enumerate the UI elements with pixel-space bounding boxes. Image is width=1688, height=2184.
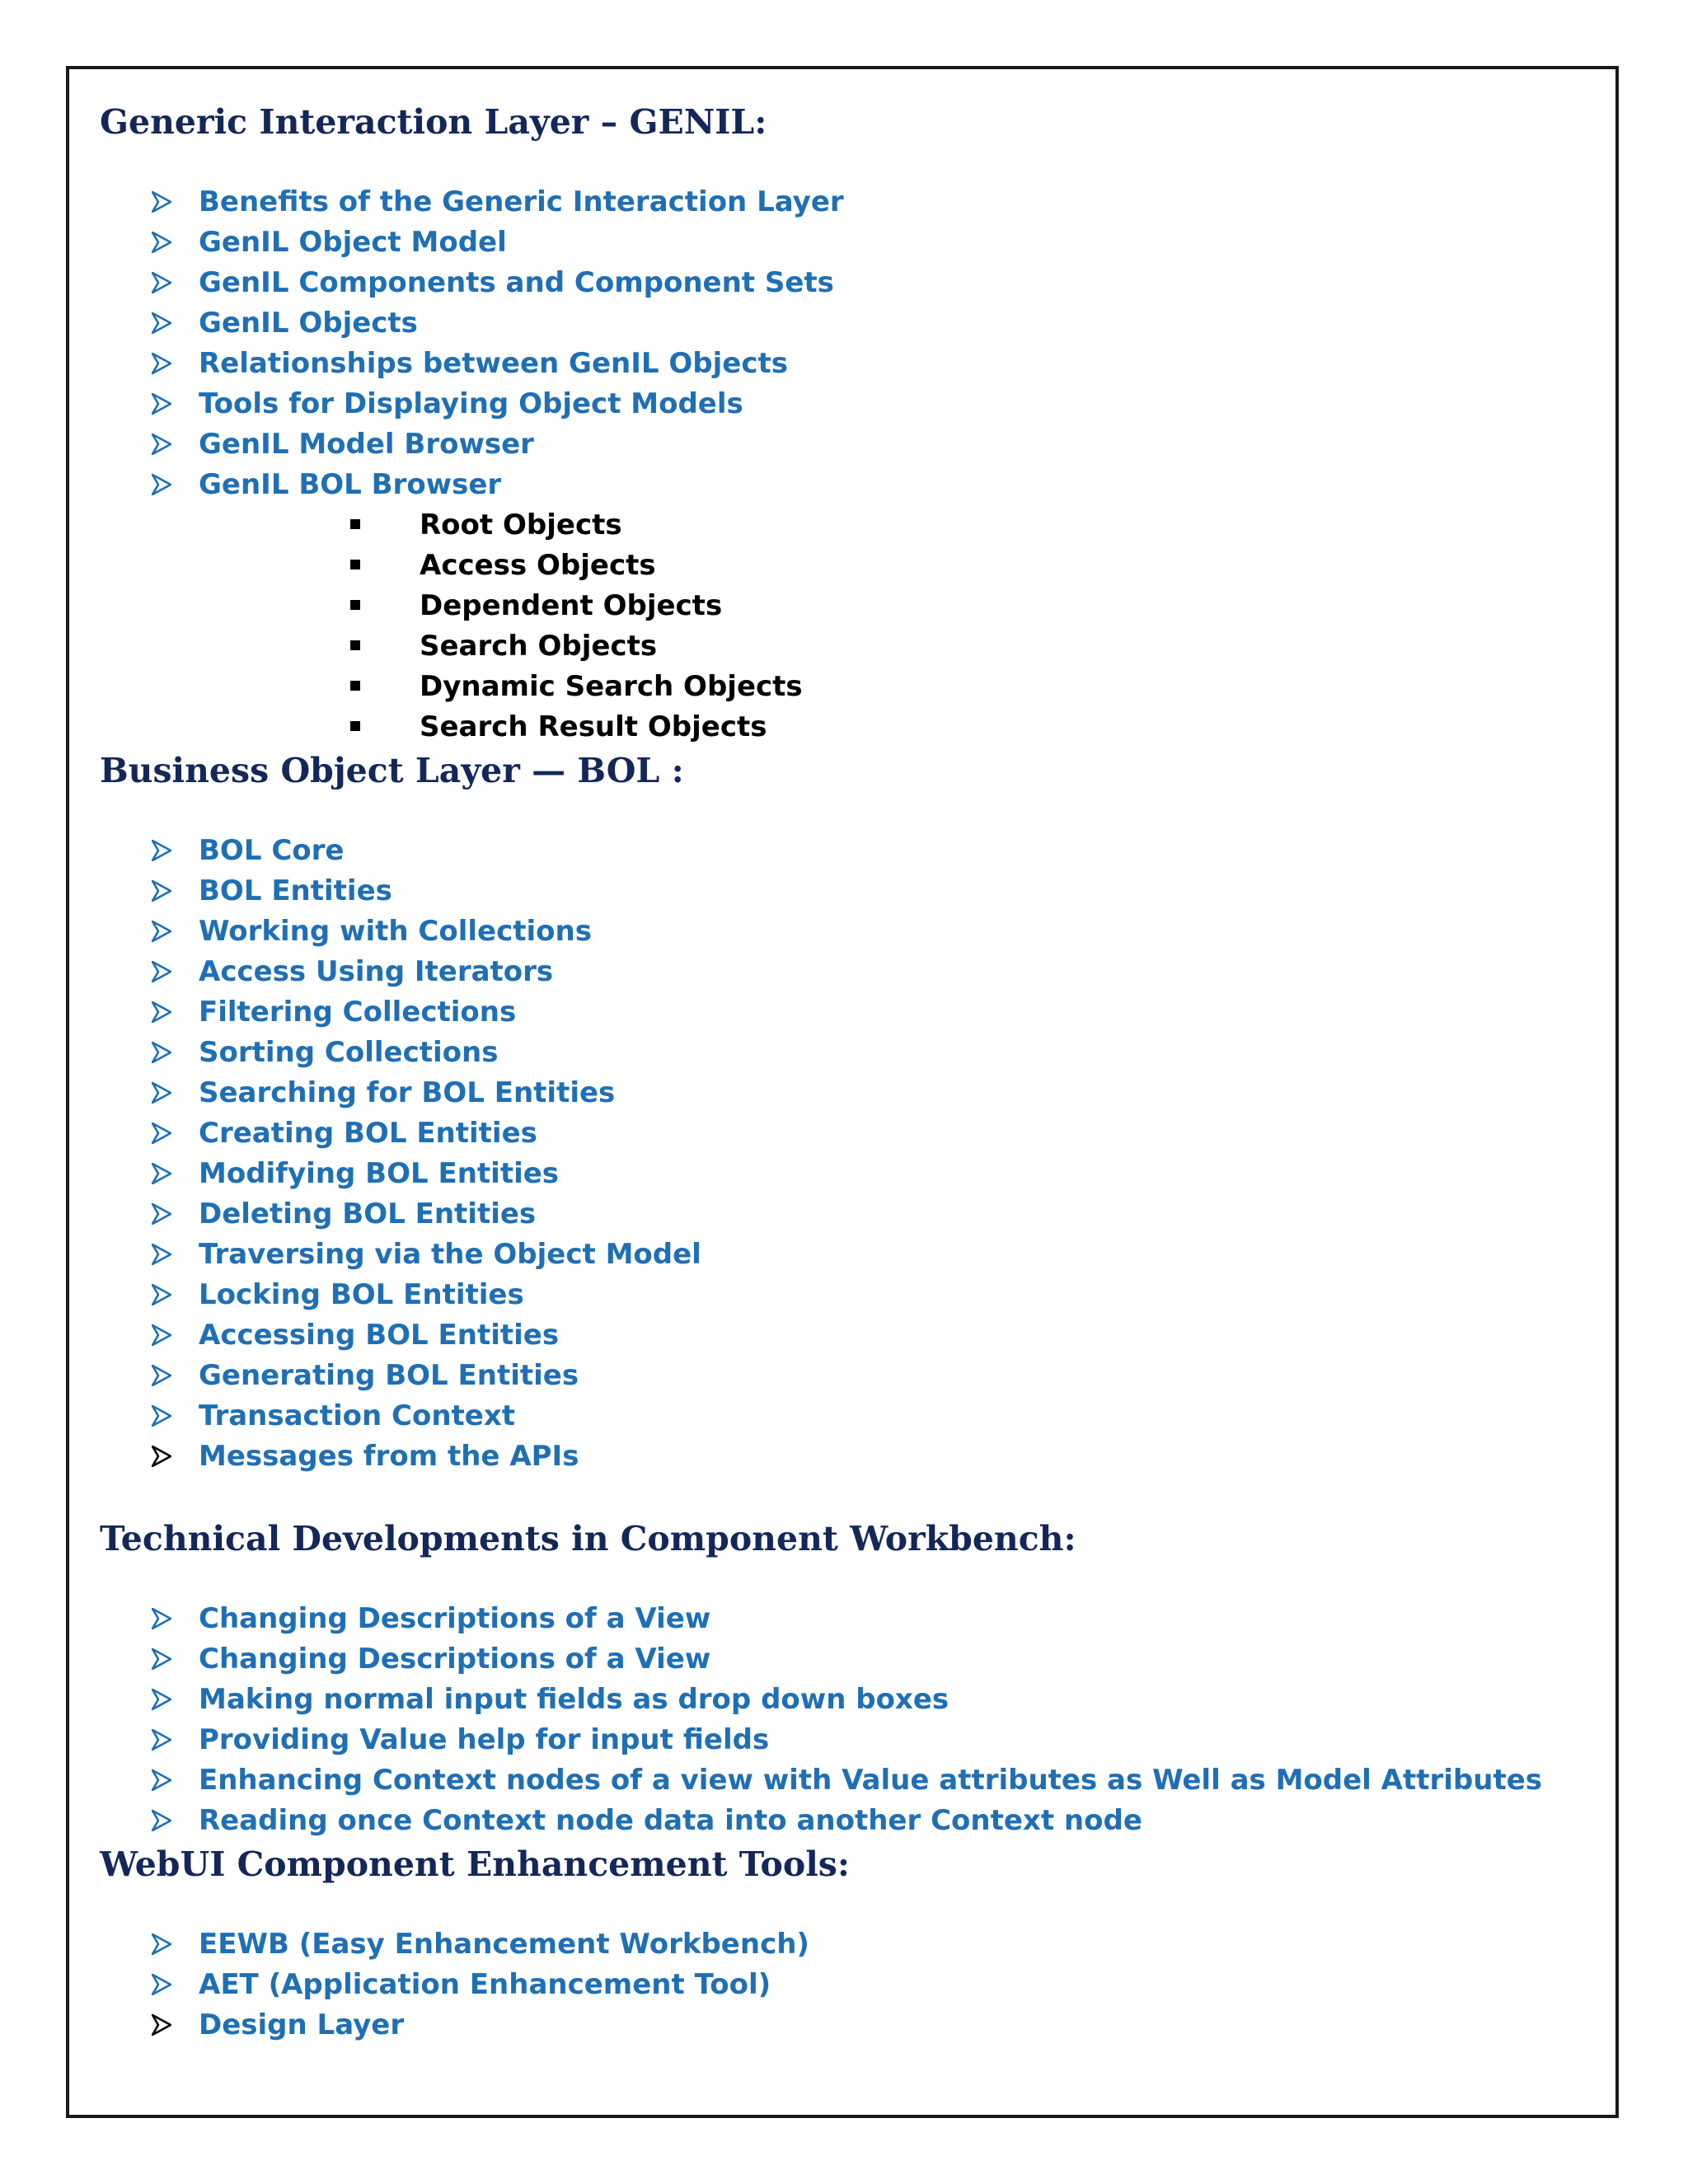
list-item-label: AET (Application Enhancement Tool) (199, 1968, 771, 2001)
arrow-bullet-icon (152, 2014, 171, 2036)
arrow-bullet-icon (152, 880, 171, 902)
arrow-bullet-icon (152, 1446, 171, 1467)
list-item-label: Benefits of the Generic Interaction Layer (199, 185, 844, 218)
section-heading-genil: Generic Interaction Layer – GENIL: (100, 102, 767, 142)
arrow-bullet-icon (152, 1244, 171, 1265)
arrow-bullet-icon (152, 1365, 171, 1386)
sub-list-item-label: Search Objects (420, 630, 658, 663)
list-item-label: Reading once Context node data into another Context node (199, 1804, 1142, 1837)
square-bullet-icon (350, 640, 360, 650)
list-item-label: Messages from the APIs (199, 1440, 579, 1473)
arrow-bullet-icon (152, 1405, 171, 1427)
arrow-bullet-icon (152, 1810, 171, 1831)
list-item-label: GenIL Objects (199, 307, 418, 340)
arrow-bullet-icon (152, 961, 171, 982)
section-heading-webui-enhancement-tools: WebUI Component Enhancement Tools: (100, 1844, 851, 1884)
list-item-label: Traversing via the Object Model (199, 1238, 701, 1271)
arrow-bullet-icon (152, 1729, 171, 1750)
arrow-bullet-icon (152, 1203, 171, 1225)
arrow-bullet-icon (152, 1082, 171, 1104)
sub-list-item-label: Root Objects (420, 509, 622, 541)
arrow-bullet-icon (152, 1042, 171, 1063)
list-item-label: Making normal input fields as drop down boxes (199, 1683, 950, 1716)
arrow-bullet-icon (152, 232, 171, 253)
sub-list-item-label: Access Objects (420, 549, 656, 582)
arrow-bullet-icon (152, 1933, 171, 1955)
list-item-label: Changing Descriptions of a View (199, 1602, 711, 1635)
arrow-bullet-icon (152, 1284, 171, 1305)
arrow-bullet-icon (152, 272, 171, 293)
sub-list-item-label: Dependent Objects (420, 589, 723, 622)
section-heading-component-workbench: Technical Developments in Component Workbench: (100, 1519, 1076, 1558)
section-heading-bol: Business Object Layer — BOL : (100, 751, 684, 790)
arrow-bullet-icon (152, 1122, 171, 1144)
list-item-label: Transaction Context (199, 1399, 516, 1432)
list-item-label: Enhancing Context nodes of a view with Value attributes as Well as Model Attributes (199, 1764, 1543, 1797)
arrow-bullet-icon (152, 1689, 171, 1710)
arrow-bullet-icon (152, 921, 171, 942)
square-bullet-icon (350, 600, 360, 610)
list-item-label: Access Using Iterators (199, 955, 554, 988)
list-item-label: Providing Value help for input fields (199, 1723, 770, 1756)
square-bullet-icon (350, 519, 360, 529)
list-item-label: GenIL Components and Component Sets (199, 266, 834, 299)
list-item-label: Modifying BOL Entities (199, 1157, 560, 1190)
list-item-label: GenIL BOL Browser (199, 468, 502, 501)
arrow-bullet-icon (152, 393, 171, 415)
list-item-label: Creating BOL Entities (199, 1117, 537, 1150)
arrow-bullet-icon (152, 474, 171, 495)
list-item-label: Searching for BOL Entities (199, 1076, 616, 1109)
list-item-label: EEWB (Easy Enhancement Workbench) (199, 1928, 809, 1961)
list-item-label: Tools for Displaying Object Models (199, 387, 743, 420)
arrow-bullet-icon (152, 1608, 171, 1629)
list-item-label: Sorting Collections (199, 1036, 499, 1069)
arrow-bullet-icon (152, 1324, 171, 1346)
list-item-label: Changing Descriptions of a View (199, 1643, 711, 1675)
square-bullet-icon (350, 721, 360, 731)
sub-list-item-label: Search Result Objects (420, 710, 767, 743)
list-item-label: Generating BOL Entities (199, 1359, 579, 1392)
list-item-label: Accessing BOL Entities (199, 1319, 560, 1352)
square-bullet-icon (350, 681, 360, 691)
arrow-bullet-icon (152, 191, 171, 213)
arrow-bullet-icon (152, 1974, 171, 1995)
arrow-bullet-icon (152, 312, 171, 334)
list-item-label: Filtering Collections (199, 996, 517, 1029)
arrow-bullet-icon (152, 840, 171, 861)
list-item-label: Working with Collections (199, 915, 592, 948)
arrow-bullet-icon (152, 1163, 171, 1184)
list-item-label: Relationships between GenIL Objects (199, 347, 788, 380)
arrow-bullet-icon (152, 1769, 171, 1791)
list-item-label: BOL Core (199, 834, 345, 867)
arrow-bullet-icon (152, 434, 171, 455)
list-item-label: GenIL Object Model (199, 226, 507, 259)
list-item-label: BOL Entities (199, 874, 392, 907)
arrow-bullet-icon (152, 353, 171, 374)
list-item-label: Locking BOL Entities (199, 1278, 524, 1311)
list-item-label: Design Layer (199, 2008, 405, 2041)
square-bullet-icon (350, 560, 360, 569)
arrow-bullet-icon (152, 1001, 171, 1023)
sub-list-item-label: Dynamic Search Objects (420, 670, 803, 703)
list-item-label: GenIL Model Browser (199, 428, 534, 461)
list-item-label: Deleting BOL Entities (199, 1197, 537, 1230)
arrow-bullet-icon (152, 1648, 171, 1670)
